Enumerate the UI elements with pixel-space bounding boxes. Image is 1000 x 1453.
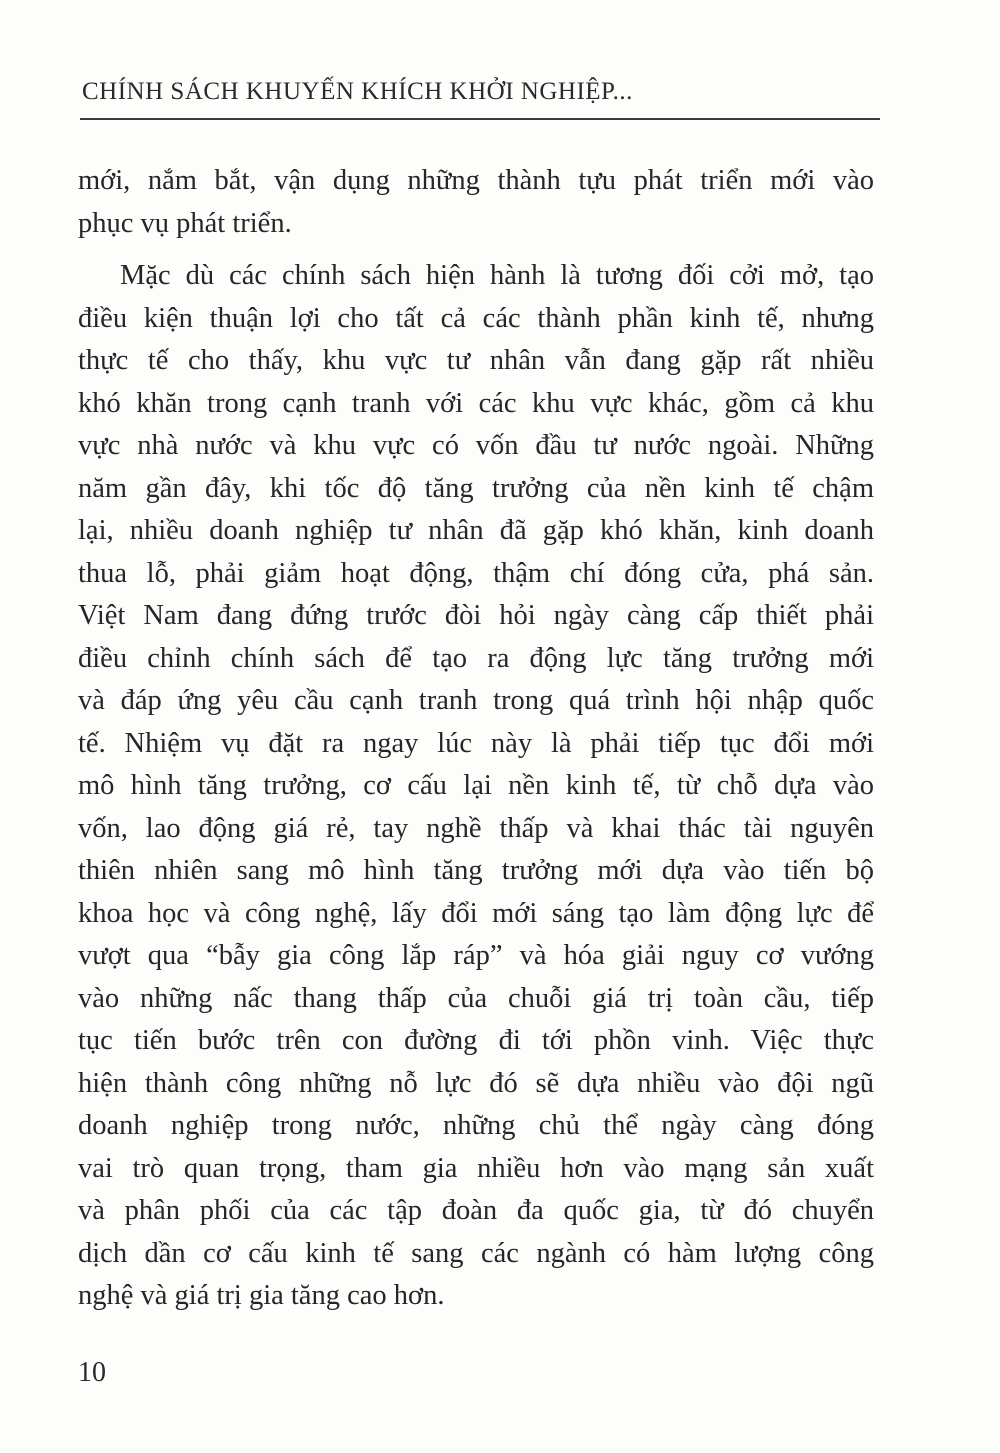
paragraph-2 [78,255,874,1318]
text-line: điều kiện thuận lợi cho tất cả các thành phần kinh tế, nhưng [78,302,874,334]
text-line: vượt qua “bẫy gia công lắp ráp” và hóa giải nguy cơ vướng [78,940,874,971]
text-line: nghệ và giá trị gia tăng cao hơn. [78,1280,445,1311]
text-line: tục tiến bước trên con đường đi tới phồn vinh. Việc thực [78,1025,874,1056]
text-line: Việt Nam đang đứng trước đòi hỏi ngày càng cấp thiết phải [78,600,874,631]
text-line: vào những nấc thang thấp của chuỗi giá trị toàn cầu, tiếp [78,982,874,1014]
page-number: 10 [78,1357,106,1388]
text-line: vực nhà nước và khu vực có vốn đầu tư nước ngoài. Những [78,430,874,461]
text-line: mới, nắm bắt, vận dụng những thành tựu phát triển mới vào [78,165,874,196]
text-line: tế. Nhiệm vụ đặt ra ngay lúc này là phải tiếp tục đổi mới [78,727,874,759]
text-line: vốn, lao động giá rẻ, tay nghề thấp và khai thác tài nguyên [78,812,874,844]
text-line: hiện thành công những nỗ lực đó sẽ dựa nhiều vào đội ngũ [78,1067,874,1099]
running-header: CHÍNH SÁCH KHUYẾN KHÍCH KHỞI NGHIỆP... [82,78,633,105]
header-rule [80,118,880,120]
paragraph-gap [78,245,874,255]
text-line: và đáp ứng yêu cầu cạnh tranh trong quá trình hội nhập quốc [78,685,874,716]
text-line: vai trò quan trọng, tham gia nhiều hơn vào mạng sản xuất [78,1152,874,1184]
text-line: dịch dần cơ cấu kinh tế sang các ngành có hàm lượng công [78,1237,874,1269]
text-line: khó khăn trong cạnh tranh với các khu vực khác, gồm cả khu [78,387,874,419]
text-line: thua lỗ, phải giảm hoạt động, thậm chí đóng cửa, phá sản. [78,557,874,589]
paragraph-1 [78,160,874,245]
text-line: phục vụ phát triển. [78,207,292,239]
text-line: lại, nhiều doanh nghiệp tư nhân đã gặp khó khăn, kinh doanh [78,515,874,546]
text-line: điều chỉnh chính sách để tạo ra động lực tăng trưởng mới [78,642,874,674]
text-line: khoa học và công nghệ, lấy đổi mới sáng tạo làm động lực để [78,897,874,929]
body-text [78,160,874,1318]
text-line: và phân phối của các tập đoàn đa quốc gia, từ đó chuyển [78,1195,874,1226]
text-line: thực tế cho thấy, khu vực tư nhân vẫn đang gặp rất nhiều [78,345,874,376]
text-line: năm gần đây, khi tốc độ tăng trưởng của nền kinh tế chậm [78,472,874,504]
text-line: Mặc dù các chính sách hiện hành là tương đối cởi mở, tạo [120,260,874,291]
text-line: thiên nhiên sang mô hình tăng trưởng mới dựa vào tiến bộ [78,855,874,886]
text-line: doanh nghiệp trong nước, những chủ thể ngày càng đóng [78,1110,874,1141]
text-line: mô hình tăng trưởng, cơ cấu lại nền kinh tế, từ chỗ dựa vào [78,770,874,801]
